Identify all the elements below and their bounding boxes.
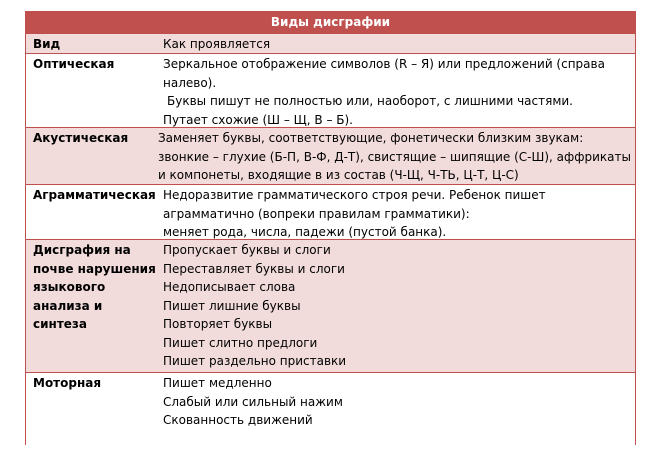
table-row-acoustic: [26, 127, 635, 184]
desc-line: Пишет раздельно приставки: [163, 354, 347, 368]
type-line: анализа и: [33, 298, 103, 313]
desc-cell: [157, 185, 635, 239]
desc-line: Слабый или сильный нажим: [163, 394, 343, 409]
table-row-agrammatic: [26, 184, 635, 239]
table-row-optical: [26, 53, 635, 127]
type-line: Оптическая: [33, 57, 115, 71]
type-cell: [26, 185, 157, 239]
desc-cell: [157, 373, 635, 445]
desc-line: Скованность движений: [163, 413, 313, 427]
desc-line: Зеркальное отображение символов (R – Я) или предложений (справа: [163, 57, 605, 71]
desc-line: Буквы пишут не полностью или, наоборот, с лишними частями.: [167, 94, 573, 108]
desc-line: аграмматично (вопреки правилам грамматики):: [163, 206, 470, 221]
table-header-row: [26, 33, 635, 53]
desc-cell: [157, 54, 635, 127]
type-cell: [26, 54, 157, 127]
desc-line: Пишет лишние буквы: [163, 298, 301, 313]
header-desc: Как проявляется: [163, 37, 271, 51]
type-line: синтеза: [33, 317, 87, 331]
table-row-analysis-synthesis: [26, 239, 635, 372]
header-type: Вид: [33, 37, 61, 51]
desc-line: меняет рода, числа, падежи (пустой банка).: [163, 225, 447, 239]
type-cell: [26, 240, 157, 372]
type-cell: [26, 128, 152, 184]
desc-line: Недописывает слова: [163, 280, 296, 294]
desc-line: Заменяет буквы, соответствующие, фонетически близким звукам:: [157, 131, 584, 145]
desc-line: и компонеты, входящие в из состав (Ч-Щ, Ч-ТЬ, Ц-Т, Ц-С): [157, 168, 519, 182]
table-title: Виды дисграфии: [26, 12, 635, 33]
type-line: Аграмматическая: [33, 188, 156, 202]
type-line: Моторная: [33, 376, 102, 390]
desc-line: Путает схожие (Ш – Щ, В – Б).: [163, 112, 353, 127]
desc-line: Переставляет буквы и слоги: [163, 261, 345, 276]
type-line: Дисграфия на: [33, 243, 131, 257]
table-row-motor: [26, 372, 635, 445]
type-line: почве нарушения: [33, 261, 156, 276]
desc-line: Недоразвитие грамматического строя речи. Ребенок пишет: [163, 188, 546, 202]
desc-line: Пишет медленно: [163, 376, 272, 390]
type-line: языкового: [33, 280, 106, 294]
desc-cell: [152, 128, 635, 184]
desc-line: звонкие – глухие (Б-П, В-Ф, Д-Т), свистящие – шипящие (С-Ш), аффрикаты: [157, 149, 631, 164]
desc-cell: [157, 240, 635, 372]
dysgraphia-types-table: [25, 11, 636, 445]
desc-line: Повторяет буквы: [163, 317, 273, 331]
desc-line: Пишет слитно предлоги: [163, 335, 318, 350]
desc-line: Пропускает буквы и слоги: [163, 243, 331, 257]
type-line: Акустическая: [33, 131, 129, 145]
desc-line: налево).: [163, 75, 217, 90]
type-cell: [26, 373, 157, 445]
